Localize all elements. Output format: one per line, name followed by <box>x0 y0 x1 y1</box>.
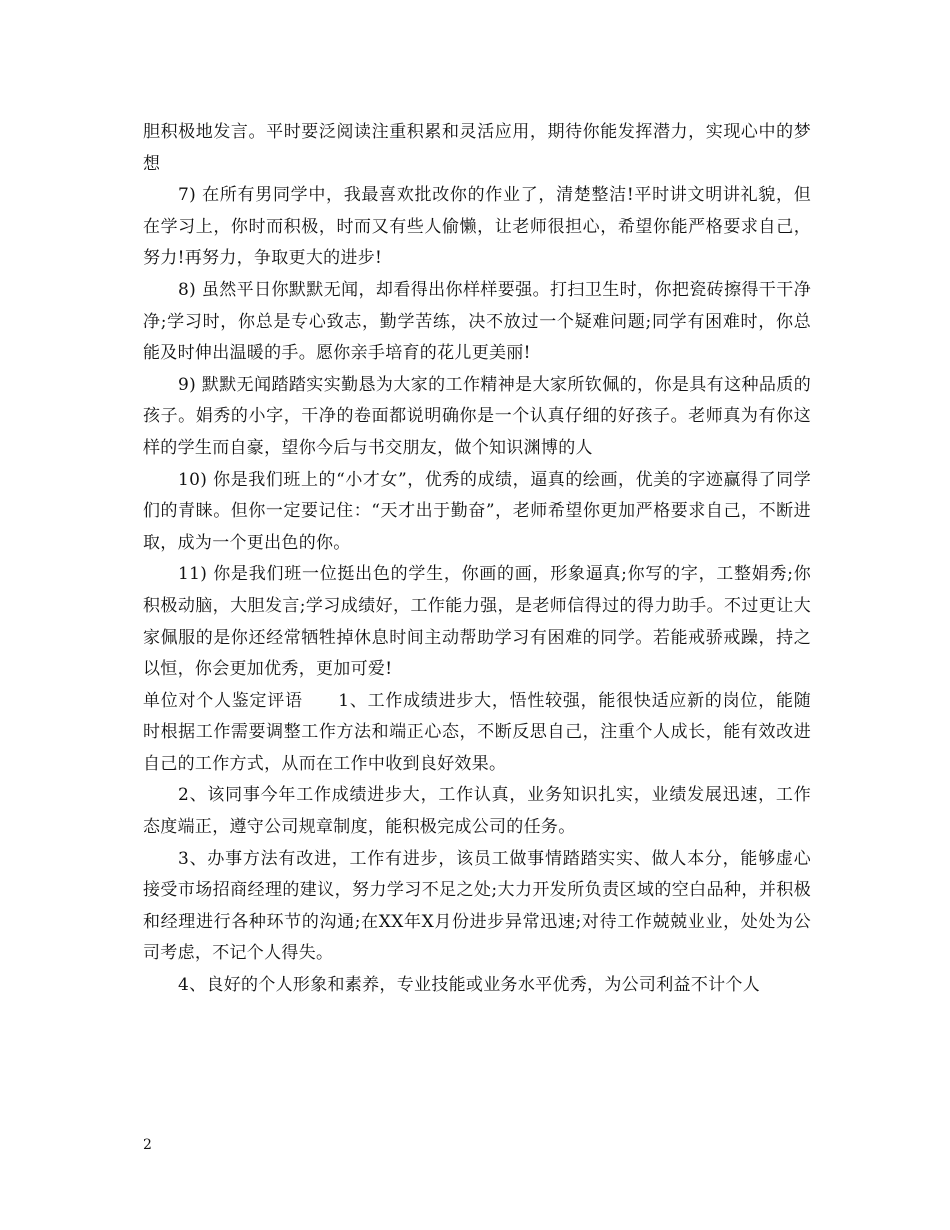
paragraph-5: 10) 你是我们班上的“小才女”，优秀的成绩，逼真的绘画，优美的字迹赢得了同学们的青睐。但你一定要记住：“天才出于勤奋”，老师希望你更加严格要求自己，不断进取，成为一个更出色的你。 <box>143 469 811 553</box>
paragraph-2: 7) 在所有男同学中，我最喜欢批改你的作业了，清楚整洁!平时讲文明讲礼貌，但在学习上，你时而积极，时而又有些人偷懒，让老师很担心，希望你能严格要求自己，努力!再努力，争取更大的进步! <box>143 185 811 269</box>
page-number: 2 <box>143 1137 152 1153</box>
paragraph-1: 胆积极地发言。平时要泛阅读注重积累和灵活应用，期待你能发挥潜力，实现心中的梦想 <box>143 122 811 174</box>
paragraph-6: 11) 你是我们班一位挺出色的学生，你画的画，形象逼真;你写的字，工整娟秀;你积极动脑，大胆发言;学习成绩好，工作能力强，是老师信得过的得力助手。不过更让大家佩服的是你还经常牺牲掉休息时间主动帮助学习有困难的同学。若能戒骄戒躁，持之以恒，你会更加优秀，更加可爱! <box>143 564 811 680</box>
paragraph-7: 单位对个人鉴定评语 1、工作成绩进步大，悟性较强，能很快适应新的岗位，能随时根据工作需要调整工作方法和端正心态，不断反思自己，注重个人成长，能有效改进自己的工作方式，从而在工作中收到良好效果。 <box>143 690 811 774</box>
paragraph-8: 2、该同事今年工作成绩进步大，工作认真，业务知识扎实，业绩发展迅速，工作态度端正，遵守公司规章制度，能积极完成公司的任务。 <box>143 785 811 838</box>
paragraph-10: 4、良好的个人形象和素养，专业技能或业务水平优秀，为公司利益不计个人 <box>178 975 761 996</box>
document-body <box>143 117 811 1002</box>
paragraph-4: 9) 默默无闻踏踏实实勤恳为大家的工作精神是大家所钦佩的，你是具有这种品质的孩子。娟秀的小字，干净的卷面都说明确你是一个认真仔细的好孩子。老师真为有你这样的学生而自豪，望你今后与书交朋友，做个知识渊博的人 <box>143 374 811 458</box>
paragraph-9: 3、办事方法有改进，工作有进步，该员工做事情踏踏实实、做人本分，能够虚心接受市场招商经理的建议，努力学习不足之处;大力开发所负责区域的空白品种，并积极和经理进行各种环节的沟通;在XX年X月份进步异常迅速;对待工作兢兢业业，处处为公司考虑，不记个人得失。 <box>143 848 811 964</box>
paragraph-3: 8) 虽然平日你默默无闻，却看得出你样样要强。打扫卫生时，你把瓷砖擦得干干净净;学习时，你总是专心致志，勤学苦练，决不放过一个疑难问题;同学有困难时，你总能及时伸出温暖的手。愿你亲手培育的花儿更美丽! <box>143 279 811 364</box>
